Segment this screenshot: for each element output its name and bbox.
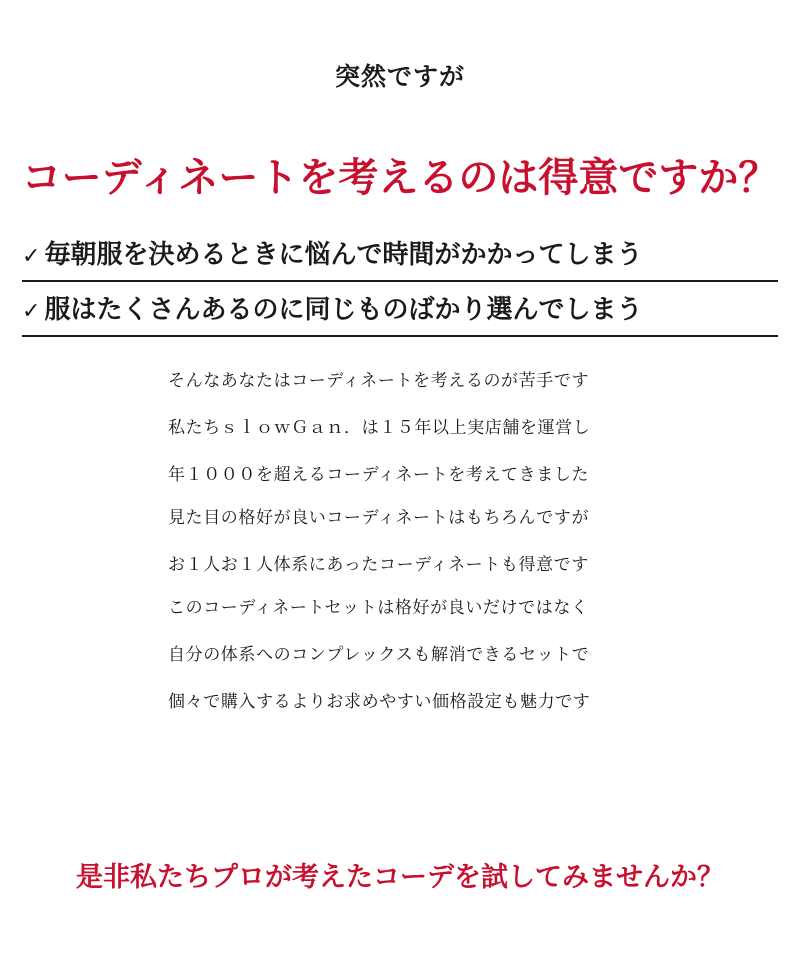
paragraph-line: お１人お１人体系にあったコーディネートも得意です <box>168 555 589 576</box>
check-icon: ✓ <box>22 299 41 325</box>
eyebrow-text: 突然ですが <box>334 62 465 91</box>
checklist-item-label: 毎朝服を決めるときに悩んで時間がかかってしまう <box>44 240 643 270</box>
paragraph-line: そんなあなたはコーディネートを考えるのが苦手です <box>168 371 590 392</box>
checklist <box>22 236 778 337</box>
paragraph-2 <box>168 510 800 574</box>
paragraph-line: 見た目の格好が良いコーディネートはもちろんですが <box>168 508 590 529</box>
check-icon: ✓ <box>22 244 41 269</box>
list-item <box>22 236 778 282</box>
paragraph-1 <box>168 373 800 484</box>
call-to-action-text: 是非私たちプロが考えたコーデを試してみませんか？ <box>76 862 724 893</box>
paragraph-line: 私たちｓｌｏｗＧａｎ．は１５年以上実店舗を運営し <box>168 418 591 439</box>
page-title: コーディネートを考えるのは得意ですか？ <box>21 155 779 201</box>
paragraph-line: 個々で購入するよりお求めやすい価格設定も魅力です <box>168 692 591 713</box>
paragraph-line: 自分の体系へのコンプレックスも解消できるセットで <box>168 645 590 666</box>
paragraph-line: 年１０００を超えるコーディネートを考えてきました <box>168 465 590 486</box>
paragraph-line: このコーディネートセットは格好が良いだけではなく <box>168 598 589 619</box>
paragraph-3 <box>168 600 800 711</box>
list-item <box>22 291 778 337</box>
checklist-item-label: 服はたくさんあるのに同じものばかり選んでしまう <box>44 295 643 326</box>
body-copy <box>0 373 800 711</box>
